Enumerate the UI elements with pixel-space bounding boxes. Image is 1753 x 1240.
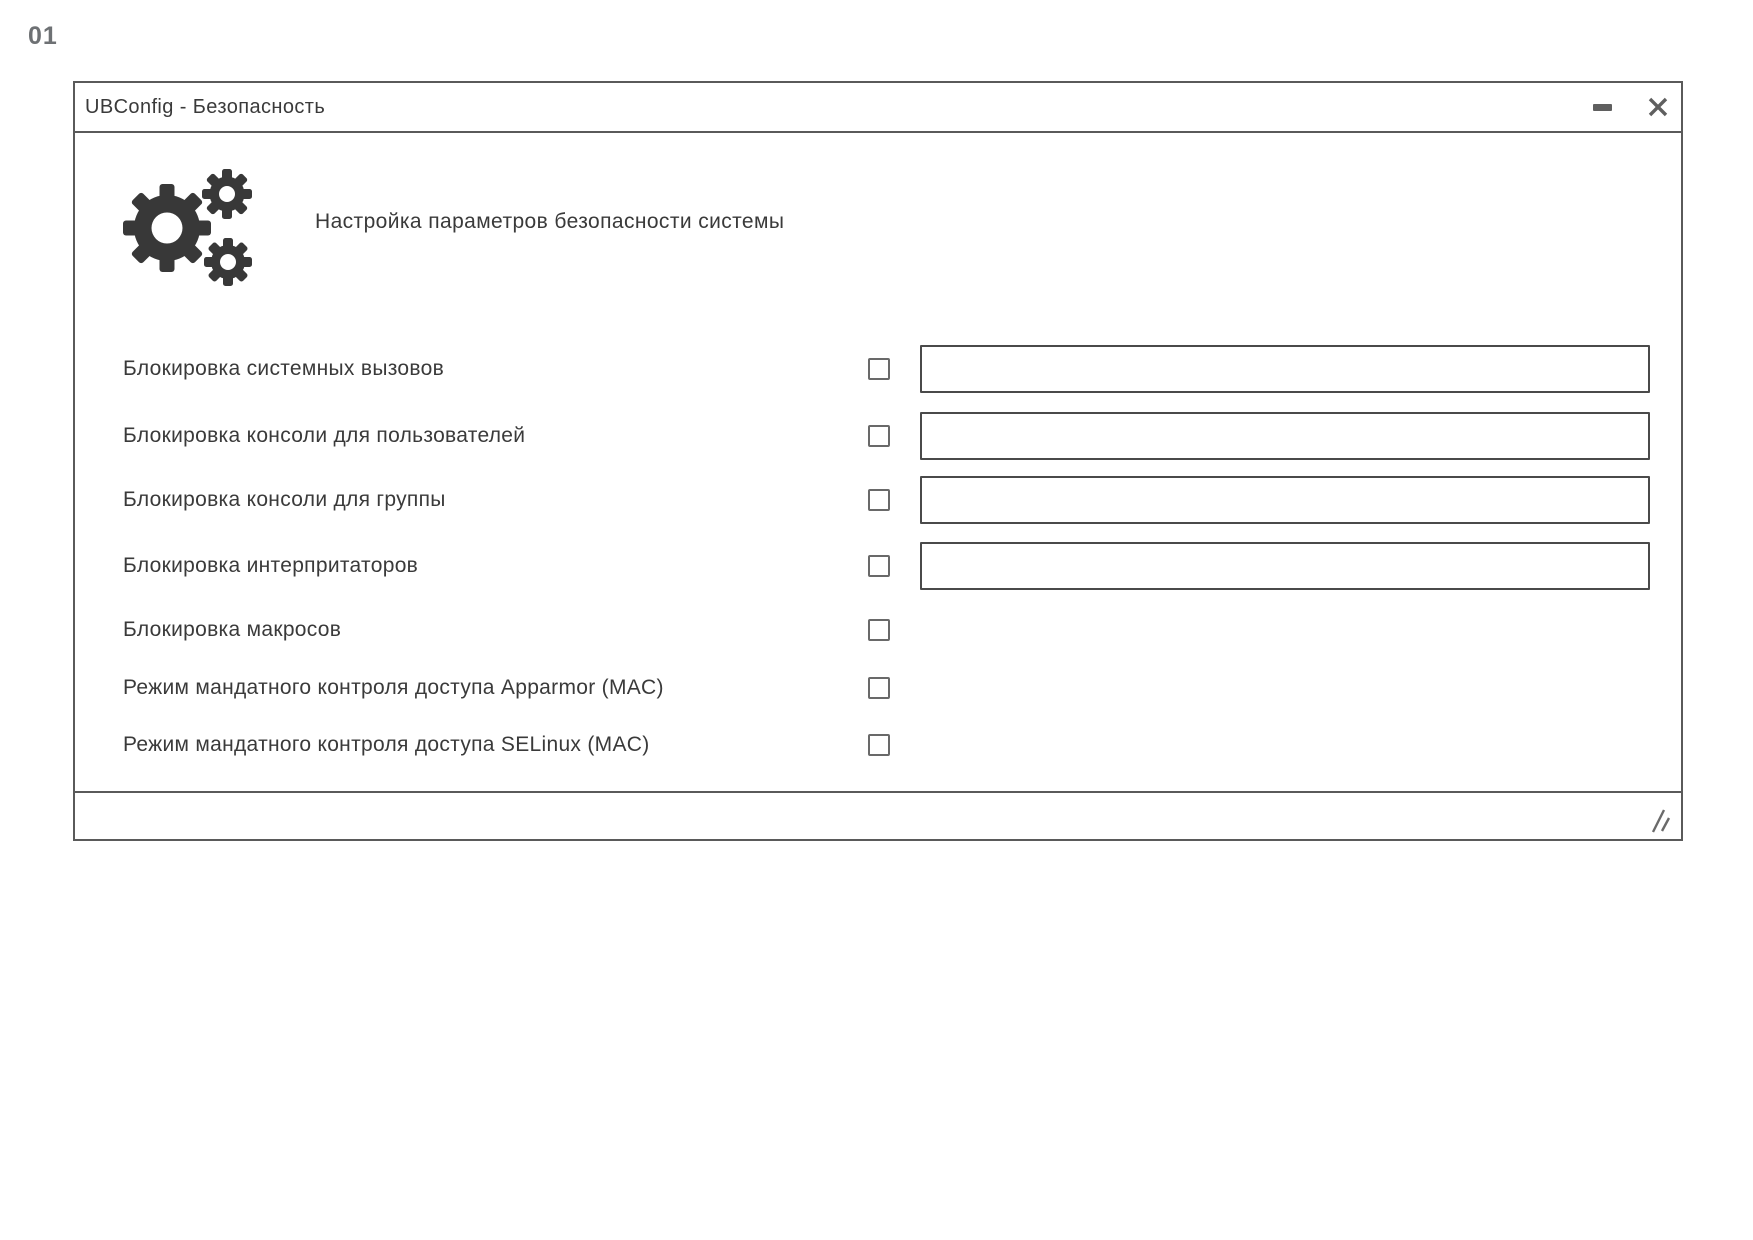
row-label: Блокировка системных вызовов bbox=[123, 357, 445, 380]
row-checkbox[interactable] bbox=[868, 734, 890, 756]
row-text-input[interactable] bbox=[920, 542, 1650, 590]
row-label: Режим мандатного контроля доступа Apparmor (MAC) bbox=[123, 676, 664, 699]
window-content bbox=[75, 133, 1681, 791]
gears-icon bbox=[110, 152, 255, 297]
row-label: Режим мандатного контроля доступа SELinux (MAC) bbox=[123, 733, 650, 756]
form-row-syscalls bbox=[123, 345, 1663, 393]
form-row-apparmor bbox=[123, 664, 1663, 712]
row-label: Блокировка интерпритаторов bbox=[123, 554, 419, 577]
row-label: Блокировка консоли для пользователей bbox=[123, 424, 526, 447]
close-icon[interactable] bbox=[1646, 95, 1670, 119]
row-checkbox[interactable] bbox=[868, 619, 890, 641]
row-checkbox[interactable] bbox=[868, 489, 890, 511]
header-caption: Настройка параметров безопасности системы bbox=[315, 210, 785, 233]
window-title: UBConfig - Безопасность bbox=[85, 95, 326, 118]
form-row-selinux bbox=[123, 721, 1663, 769]
row-label: Блокировка консоли для группы bbox=[123, 488, 446, 511]
row-checkbox[interactable] bbox=[868, 425, 890, 447]
app-window bbox=[73, 81, 1683, 841]
minimize-icon[interactable] bbox=[1593, 104, 1612, 111]
form-row-console-users bbox=[123, 412, 1663, 460]
page-number: 01 bbox=[28, 22, 58, 50]
form-row-macros bbox=[123, 606, 1663, 654]
row-checkbox[interactable] bbox=[868, 358, 890, 380]
status-bar bbox=[75, 791, 1681, 839]
row-text-input[interactable] bbox=[920, 476, 1650, 524]
resize-grip-icon[interactable] bbox=[1650, 808, 1676, 834]
title-bar[interactable] bbox=[75, 83, 1681, 133]
row-checkbox[interactable] bbox=[868, 555, 890, 577]
form-row-console-group bbox=[123, 476, 1663, 524]
row-checkbox[interactable] bbox=[868, 677, 890, 699]
row-label: Блокировка макросов bbox=[123, 618, 342, 641]
row-text-input[interactable] bbox=[920, 412, 1650, 460]
row-text-input[interactable] bbox=[920, 345, 1650, 393]
form-row-interpreters bbox=[123, 542, 1663, 590]
